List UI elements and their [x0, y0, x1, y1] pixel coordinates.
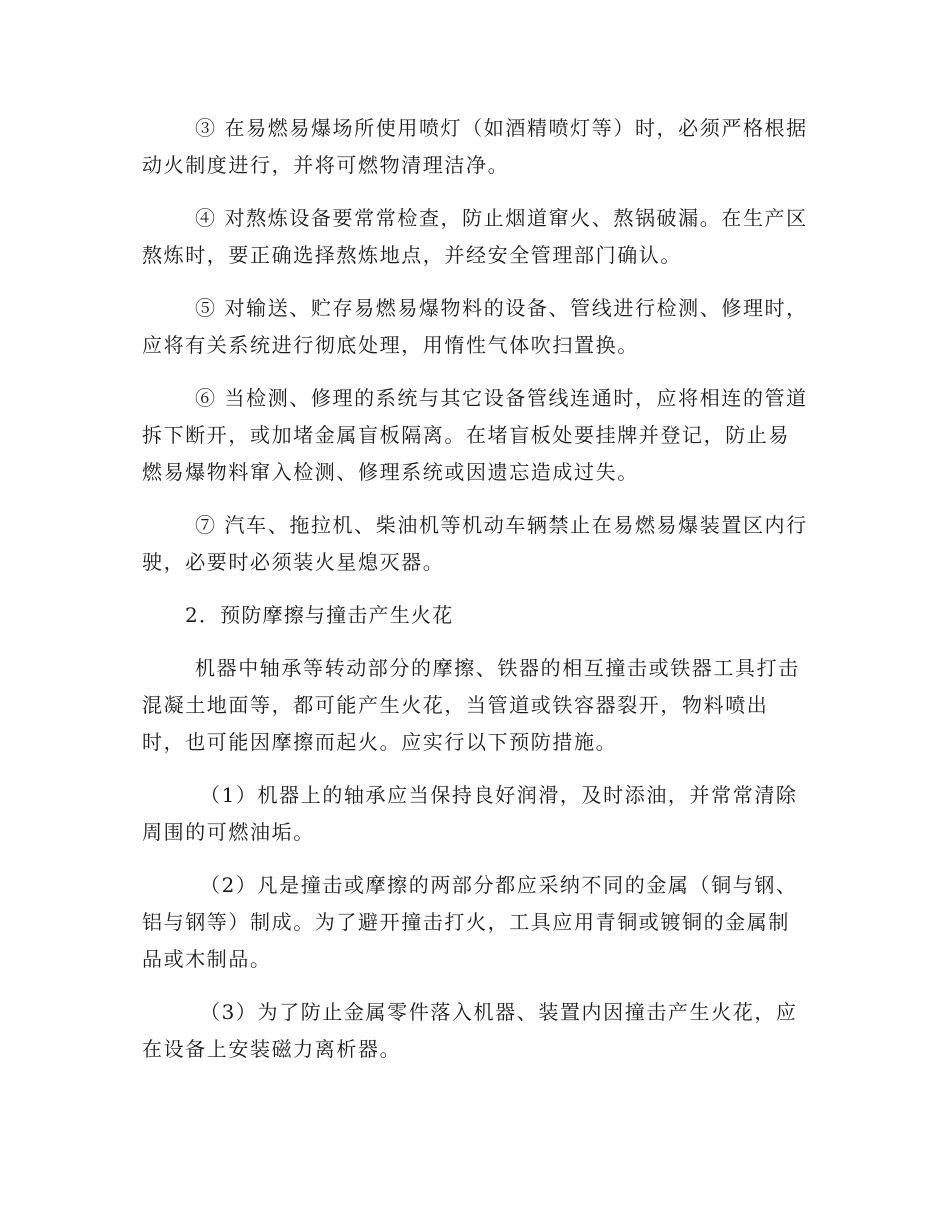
paragraph-6-line-3: 燃易爆物料窜入检测、修理系统或因遗忘造成过失。 [142, 460, 639, 484]
measure-3-line-2: 在设备上安装磁力离析器。 [142, 1037, 402, 1061]
section-heading: 2．预防摩擦与撞击产生火花 [185, 603, 454, 627]
paragraph-3-line-1: ③ 在易燃易爆场所使用喷灯（如酒精喷灯等）时，必须严格根据 [195, 116, 808, 140]
paragraph-5-line-1: ⑤ 对输送、贮存易燃易爆物料的设备、管线进行检测、修理时， [195, 296, 808, 320]
paragraph-5-line-2: 应将有关系统进行彻底处理，用惰性气体吹扫置换。 [142, 333, 639, 357]
measure-2-line-3: 品或木制品。 [142, 947, 272, 971]
intro-line-3: 时，也可能因摩擦而起火。应实行以下预防措施。 [142, 730, 618, 754]
measure-2-line-1: （2）凡是撞击或摩擦的两部分都应采纳不同的金属（铜与钢、 [200, 873, 798, 897]
intro-line-1: 机器中轴承等转动部分的摩擦、铁器的相互撞击或铁器工具打击 [195, 656, 800, 680]
measure-1-line-2: 周围的可燃油垢。 [142, 820, 315, 844]
intro-line-2: 混凝土地面等，都可能产生火花，当管道或铁容器裂开，物料喷出 [142, 693, 769, 717]
measure-3-line-1: （3）为了防止金属零件落入机器、装置内因撞击产生火花，应 [200, 1000, 798, 1024]
paragraph-7-line-1: ⑦ 汽车、拖拉机、柴油机等机动车辆禁止在易燃易爆装置区内行 [195, 513, 808, 537]
measure-2-line-2: 铝与钢等）制成。为了避开撞击打火，工具应用青铜或镀铜的金属制 [142, 910, 790, 934]
paragraph-3-line-2: 动火制度进行，并将可燃物清理洁净。 [142, 153, 510, 177]
paragraph-6-line-2: 拆下断开，或加堵金属盲板隔离。在堵盲板处要挂牌并登记，防止易 [142, 423, 790, 447]
paragraph-4-line-1: ④ 对熬炼设备要常常检查，防止烟道窜火、熬锅破漏。在生产区 [195, 206, 808, 230]
paragraph-7-line-2: 驶，必要时必须装火星熄灭器。 [142, 550, 445, 574]
paragraph-4-line-2: 熬炼时，要正确选择熬炼地点，并经安全管理部门确认。 [142, 243, 682, 267]
paragraph-6-line-1: ⑥ 当检测、修理的系统与其它设备管线连通时，应将相连的管道 [195, 386, 808, 410]
measure-1-line-1: （1）机器上的轴承应当保持良好润滑，及时添油，并常常清除 [200, 783, 798, 807]
